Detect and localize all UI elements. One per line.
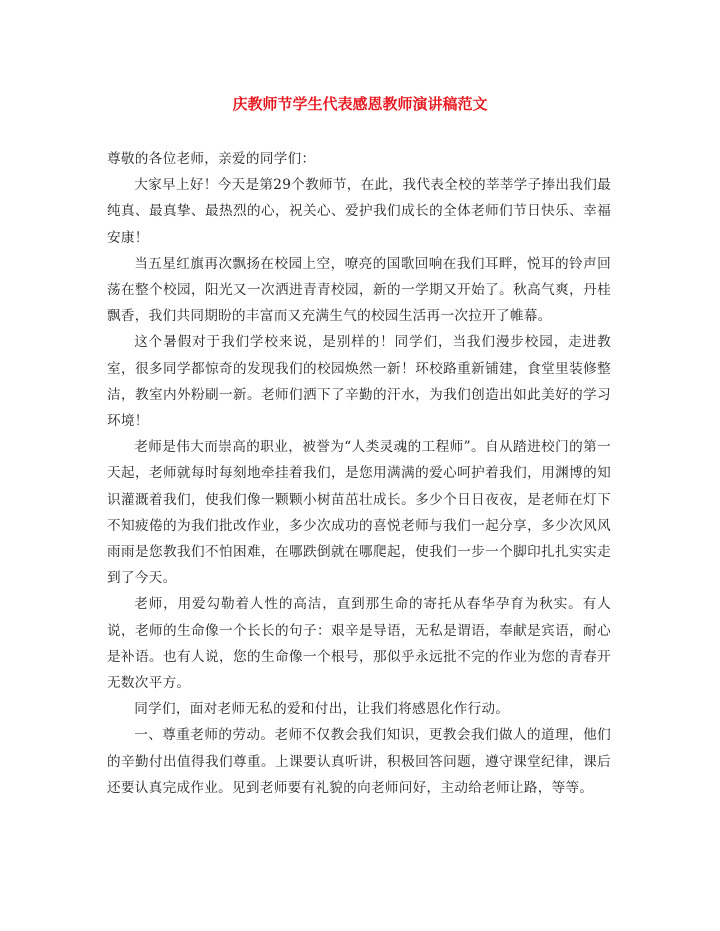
paragraph-2: 当五星红旗再次飘扬在校园上空，嘹亮的国歌回响在我们耳畔，悦耳的铃声回荡在整个校园，阳光又一次洒进青青校园，新的一学期又开始了。秋高气爽，丹桂飘香，我们共同期盼的丰富而又充满生气的校园生活再一次拉开了帷幕。 [107, 255, 611, 325]
document-body [107, 146, 611, 801]
paragraph-5: 老师，用爱勾勒着人性的高洁，直到那生命的寄托从春华孕育为秋实。有人说，老师的生命像一个长长的句子：艰辛是导语，无私是谓语，奉献是宾语，耐心是补语。也有人说，您的生命像一个根号，那似乎永远批不完的作业为您的青春开无数次平方。 [107, 596, 611, 692]
greeting: 尊敬的各位老师，亲爱的同学们： [107, 151, 316, 167]
paragraph-1: 大家早上好！今天是第29个教师节，在此，我代表全校的莘莘学子捧出我们最纯真、最真挚、最热烈的心，祝关心、爱护我们成长的全体老师们节日快乐、幸福安康！ [107, 177, 611, 246]
paragraph-6: 同学们，面对老师无私的爱和付出，让我们将感恩化作行动。 [134, 701, 510, 718]
document-title: 庆教师节学生代表感恩教师演讲稿范文 [232, 95, 488, 113]
paragraph-3: 这个暑假对于我们学校来说，是别样的！同学们，当我们漫步校园，走进教室，很多同学都惊奇的发现我们的校园焕然一新！环校路重新铺建，食堂里装修整洁，教室内外粉刷一新。老师们洒下了辛勤的汗水，为我们创造出如此美好的学习环境！ [107, 334, 611, 430]
paragraph-7: 一、尊重老师的劳动。老师不仅教会我们知识，更教会我们做人的道理，他们的辛勤付出值得我们尊重。上课要认真听讲，积极回答问题，遵守课堂纪律，课后还要认真完成作业。见到老师要有礼貌的向老师问好，主动给老师让路，等等。 [107, 727, 611, 796]
paragraph-4: 老师是伟大而崇高的职业，被誉为“人类灵魂的工程师”。自从踏进校门的第一天起，老师就每时每刻地牵挂着我们，是您用满满的爱心呵护着我们，用渊博的知识灌溉着我们，使我们像一颗颗小树苗茁壮成长。多少个日日夜夜，是老师在灯下不知疲倦的为我们批改作业，多少次成功的喜悦老师与我们一起分享，多少次风风雨雨是您教我们不怕困难，在哪跌倒就在哪爬起，使我们一步一个脚印扎扎实实走到了今天。 [107, 439, 611, 587]
